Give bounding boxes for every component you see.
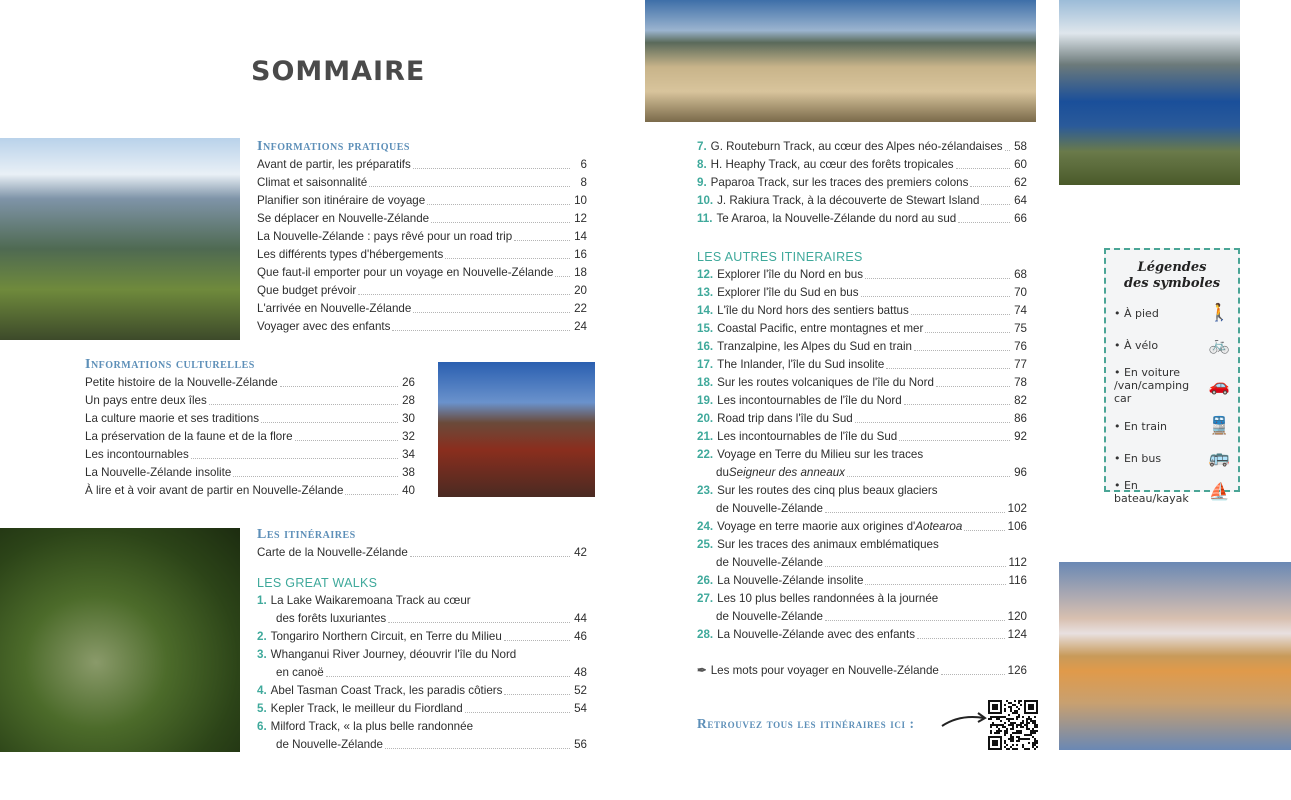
- entry-title-cont: de Nouvelle-Zélande: [716, 610, 823, 623]
- dotted-leader: [917, 638, 1005, 639]
- dotted-leader: [413, 168, 570, 169]
- toc-entry[interactable]: [85, 410, 415, 428]
- entry-page: 34: [402, 448, 415, 461]
- entry-page: 126: [1007, 664, 1027, 677]
- entry-title: Abel Tasman Coast Track, les paradis côtiers: [270, 684, 503, 697]
- entry-title: The Inlander, l'île du Sud insolite: [717, 358, 885, 371]
- dotted-leader: [413, 312, 570, 313]
- entry-page: 10: [574, 194, 587, 207]
- dotted-leader: [855, 422, 1010, 423]
- dotted-leader: [886, 368, 1010, 369]
- dotted-leader: [865, 584, 1005, 585]
- toc-entry[interactable]: [697, 536, 1027, 554]
- toc-entry-continued[interactable]: [257, 736, 587, 754]
- dotted-leader: [940, 602, 1024, 603]
- entry-number: 22.: [697, 448, 714, 461]
- photo-volcano: [438, 362, 595, 497]
- toc-entry-lexique[interactable]: [697, 662, 1027, 680]
- dotted-leader: [445, 258, 570, 259]
- entry-title-italic: Aotearoa: [915, 520, 963, 533]
- entry-number: 5.: [257, 702, 267, 715]
- toc-entry[interactable]: [697, 284, 1027, 302]
- entry-number: 2.: [257, 630, 267, 643]
- entry-number: 10.: [697, 194, 714, 207]
- entry-title: Tongariro Northern Circuit, en Terre du Milieu: [270, 630, 502, 643]
- legend-label: • En voiture /van/camping car: [1114, 366, 1190, 405]
- qr-code[interactable]: [988, 700, 1038, 750]
- entry-title: La préservation de la faune et de la flore: [85, 430, 293, 443]
- toc-entry[interactable]: [257, 300, 587, 318]
- entry-title-italic: Seigneur des anneaux: [728, 466, 845, 479]
- train-icon: 🚆: [1208, 416, 1230, 436]
- entry-title: Road trip dans l'île du Sud: [717, 412, 853, 425]
- entry-page: 70: [1014, 286, 1027, 299]
- dotted-leader: [388, 622, 570, 623]
- entry-page: 124: [1007, 628, 1027, 641]
- toc-entry[interactable]: [85, 374, 415, 392]
- page-title: SOMMAIRE: [251, 56, 426, 87]
- dotted-leader: [504, 694, 570, 695]
- entry-number: 9.: [697, 176, 707, 189]
- entry-page: 6: [580, 158, 587, 171]
- entry-number: 27.: [697, 592, 714, 605]
- dotted-leader: [936, 386, 1010, 387]
- entry-number: 17.: [697, 358, 714, 371]
- toc-entry[interactable]: [257, 544, 587, 562]
- entry-title: La Nouvelle-Zélande insolite: [717, 574, 864, 587]
- dotted-leader: [473, 604, 584, 605]
- entry-title: Les mots pour voyager en Nouvelle-Zélande: [710, 664, 939, 677]
- entry-page: 82: [1014, 394, 1027, 407]
- toc-entry[interactable]: [257, 628, 587, 646]
- entry-title: Sur les routes volcaniques de l'île du Nord: [717, 376, 934, 389]
- entry-title: Les incontournables de l'île du Nord: [717, 394, 902, 407]
- toc-entry[interactable]: [257, 718, 587, 736]
- entry-title: Les différents types d'hébergements: [257, 248, 444, 261]
- legend-label: • En bus: [1114, 451, 1162, 465]
- entry-page: 54: [574, 702, 587, 715]
- legend-item: [1114, 479, 1230, 505]
- toc-entry[interactable]: [85, 482, 415, 500]
- arrow-icon: [940, 708, 988, 732]
- entry-number: 25.: [697, 538, 714, 551]
- entry-title: Sur les routes des cinq plus beaux glaciers: [717, 484, 938, 497]
- entry-title-cont: du: [716, 466, 729, 479]
- qr-label: Retrouvez tous les itinéraires ici :: [697, 716, 915, 731]
- legend-item: [1114, 302, 1230, 324]
- toc-entry[interactable]: [85, 446, 415, 464]
- dotted-leader: [191, 458, 398, 459]
- legend-title-line1: Légendes: [1137, 260, 1207, 275]
- entry-title: Avant de partir, les préparatifs: [257, 158, 411, 171]
- entry-number: 20.: [697, 412, 714, 425]
- entry-number: 14.: [697, 304, 714, 317]
- dotted-leader: [825, 620, 1005, 621]
- entry-number: 4.: [257, 684, 267, 697]
- section-pratiques: [257, 138, 587, 336]
- entry-title: Tranzalpine, les Alpes du Sud en train: [717, 340, 912, 353]
- toc-entry[interactable]: [697, 156, 1027, 174]
- entry-page: 22: [574, 302, 587, 315]
- entry-page: 44: [574, 612, 587, 625]
- toc-entry[interactable]: [697, 410, 1027, 428]
- legend-item: [1114, 447, 1230, 469]
- dotted-leader: [410, 556, 570, 557]
- symbol-legend: [1104, 248, 1240, 505]
- toc-entry[interactable]: [697, 428, 1027, 446]
- entry-title: Milford Track, « la plus belle randonnée: [270, 720, 474, 733]
- photo-mountain-reflection: [1059, 562, 1291, 750]
- entry-title: Explorer l'île du Sud en bus: [717, 286, 859, 299]
- entry-page: 52: [574, 684, 587, 697]
- dotted-leader: [964, 530, 1004, 531]
- dotted-leader: [427, 204, 570, 205]
- entry-title: Sur les traces des animaux emblématiques: [717, 538, 939, 551]
- toc-entry[interactable]: [257, 174, 587, 192]
- entry-title: Petite histoire de la Nouvelle-Zélande: [85, 376, 278, 389]
- entry-title: Paparoa Track, sur les traces des premiers colons: [710, 176, 969, 189]
- entry-page: 32: [402, 430, 415, 443]
- entry-title: Que budget prévoir: [257, 284, 357, 297]
- entry-page: 116: [1008, 574, 1027, 587]
- toc-entry[interactable]: [85, 464, 415, 482]
- entry-title: Un pays entre deux îles: [85, 394, 207, 407]
- entry-title: L'arrivée en Nouvelle-Zélande: [257, 302, 412, 315]
- toc-entry[interactable]: [257, 156, 587, 174]
- dotted-leader: [555, 276, 570, 277]
- section-itineraires: [257, 526, 587, 754]
- dotted-leader: [326, 676, 570, 677]
- toc-entry[interactable]: [697, 626, 1027, 644]
- toc-entry[interactable]: [697, 174, 1027, 192]
- toc-entry[interactable]: [257, 192, 587, 210]
- entry-number: 23.: [697, 484, 714, 497]
- entry-title: Carte de la Nouvelle-Zélande: [257, 546, 408, 559]
- entry-title: J. Rakiura Track, à la découverte de Stewart Island: [717, 194, 980, 207]
- entry-page: 77: [1014, 358, 1027, 371]
- entry-number: 3.: [257, 648, 267, 661]
- photo-lake: [1059, 0, 1240, 185]
- entry-page: 48: [574, 666, 587, 679]
- entry-title: L'île du Nord hors des sentiers battus: [717, 304, 909, 317]
- entry-title-cont: en canoë: [276, 666, 324, 679]
- dotted-leader: [825, 566, 1006, 567]
- entry-title: Coastal Pacific, entre montagnes et mer: [717, 322, 924, 335]
- dotted-leader: [904, 404, 1010, 405]
- entry-number: 15.: [697, 322, 714, 335]
- toc-entry[interactable]: [257, 646, 587, 664]
- entry-title: H. Heaphy Track, au cœur des forêts tropicales: [710, 158, 954, 171]
- legend-item: [1114, 415, 1230, 437]
- entry-number: 8.: [697, 158, 707, 171]
- entry-page: 40: [402, 484, 415, 497]
- toc-entry[interactable]: [257, 246, 587, 264]
- entry-number: 1.: [257, 594, 267, 607]
- entry-title: Kepler Track, le meilleur du Fiordland: [270, 702, 463, 715]
- entry-page: 75: [1014, 322, 1027, 335]
- dotted-leader: [392, 330, 570, 331]
- legend-item: [1114, 366, 1230, 405]
- entry-page: 30: [402, 412, 415, 425]
- subsection-heading: LES GREAT WALKS: [257, 576, 378, 590]
- section-heading: Informations culturelles: [85, 357, 255, 372]
- entry-title: Voyage en terre maorie aux origines d': [717, 520, 916, 533]
- legend-label: • À vélo: [1114, 338, 1159, 352]
- toc-entry[interactable]: [257, 682, 587, 700]
- entry-title: Explorer l'île du Nord en bus: [717, 268, 864, 281]
- toc-entry[interactable]: [697, 338, 1027, 356]
- dotted-leader: [865, 278, 1010, 279]
- entry-page: 12: [574, 212, 587, 225]
- entry-page: 26: [402, 376, 415, 389]
- entry-number: 18.: [697, 376, 714, 389]
- dotted-leader: [475, 730, 584, 731]
- dotted-leader: [956, 168, 1010, 169]
- section-culturelles: [85, 356, 415, 500]
- entry-page: 38: [402, 466, 415, 479]
- entry-title: Les incontournables de l'île du Sud: [717, 430, 898, 443]
- toc-entry[interactable]: [257, 264, 587, 282]
- toc-entry[interactable]: [697, 482, 1027, 500]
- entry-page: 112: [1008, 556, 1027, 569]
- dotted-leader: [899, 440, 1010, 441]
- dotted-leader: [514, 240, 570, 241]
- entry-page: 62: [1014, 176, 1027, 189]
- dotted-leader: [914, 350, 1010, 351]
- dotted-leader: [825, 512, 1005, 513]
- entry-page: 102: [1007, 502, 1027, 515]
- toc-entry-continued[interactable]: [257, 610, 587, 628]
- entry-page: 56: [574, 738, 587, 751]
- entry-page: 106: [1007, 520, 1027, 533]
- dotted-leader: [981, 204, 1010, 205]
- dotted-leader: [518, 658, 584, 659]
- toc-entry[interactable]: [697, 572, 1027, 590]
- entry-page: 16: [574, 248, 587, 261]
- legend-item: [1114, 334, 1230, 356]
- toc-entry-continued[interactable]: [697, 554, 1027, 572]
- dotted-leader: [295, 440, 398, 441]
- entry-number: 24.: [697, 520, 714, 533]
- dotted-leader: [465, 712, 570, 713]
- entry-page: 8: [580, 176, 587, 189]
- entry-title-cont: de Nouvelle-Zélande: [716, 556, 823, 569]
- entry-page: 86: [1014, 412, 1027, 425]
- entry-title: La Lake Waikaremoana Track au cœur: [270, 594, 471, 607]
- entry-page: 42: [574, 546, 587, 559]
- dotted-leader: [385, 748, 570, 749]
- toc-entry[interactable]: [257, 700, 587, 718]
- dotted-leader: [925, 332, 1010, 333]
- entry-page: 18: [574, 266, 587, 279]
- section-heading: Les itinéraires: [257, 527, 356, 542]
- entry-title: Whanganui River Journey, déouvrir l'île du Nord: [270, 648, 517, 661]
- entry-page: 60: [1014, 158, 1027, 171]
- entry-title: La Nouvelle-Zélande : pays rêvé pour un road trip: [257, 230, 513, 243]
- entry-title: Voyage en Terre du Milieu sur les traces: [717, 448, 924, 461]
- toc-entry[interactable]: [697, 320, 1027, 338]
- toc-entry-continued[interactable]: [257, 664, 587, 682]
- legend-label: • En bateau/kayak: [1114, 479, 1189, 505]
- dotted-leader: [941, 548, 1024, 549]
- toc-entry[interactable]: [697, 302, 1027, 320]
- toc-entry[interactable]: [697, 446, 1027, 464]
- entry-title-cont: de Nouvelle-Zélande: [276, 738, 383, 751]
- legend-label: • À pied: [1114, 306, 1159, 320]
- entry-number: 28.: [697, 628, 714, 641]
- entry-number: 12.: [697, 268, 714, 281]
- toc-entry-continued[interactable]: [697, 608, 1027, 626]
- toc-entry-continued[interactable]: [697, 500, 1027, 518]
- dotted-leader: [861, 296, 1010, 297]
- entry-title: La Nouvelle-Zélande insolite: [85, 466, 232, 479]
- entry-title: Que faut-il emporter pour un voyage en Nouvelle-Zélande: [257, 266, 554, 279]
- entry-number: 16.: [697, 340, 714, 353]
- toc-entry[interactable]: [257, 592, 587, 610]
- subsection-heading: LES AUTRES ITINERAIRES: [697, 250, 863, 264]
- entry-title: Voyager avec des enfants: [257, 320, 391, 333]
- quill-icon: ✒: [697, 664, 707, 677]
- legend-title-line2: des symboles: [1123, 276, 1221, 291]
- toc-entry[interactable]: [85, 392, 415, 410]
- entry-title: G. Routeburn Track, au cœur des Alpes néo-zélandaises: [710, 140, 1003, 153]
- dotted-leader: [369, 186, 570, 187]
- photo-hiker-ridge: [0, 138, 240, 340]
- entry-page: 14: [574, 230, 587, 243]
- dotted-leader: [358, 294, 570, 295]
- entry-number: 21.: [697, 430, 714, 443]
- dotted-leader: [209, 404, 398, 405]
- bus-icon: 🚌: [1208, 448, 1230, 468]
- entry-page: 28: [402, 394, 415, 407]
- toc-entry[interactable]: [257, 210, 587, 228]
- dotted-leader: [233, 476, 398, 477]
- dotted-leader: [345, 494, 398, 495]
- toc-entry[interactable]: [257, 282, 587, 300]
- toc-entry[interactable]: [697, 192, 1027, 210]
- entry-title-cont: de Nouvelle-Zélande: [716, 502, 823, 515]
- legend-title: [1114, 260, 1230, 292]
- dotted-leader: [970, 186, 1010, 187]
- car-icon: 🚗: [1208, 375, 1230, 396]
- entry-title: Climat et saisonnalité: [257, 176, 368, 189]
- entry-number: 19.: [697, 394, 714, 407]
- toc-entry[interactable]: [697, 210, 1027, 228]
- entry-page: 120: [1007, 610, 1027, 623]
- entry-number: 7.: [697, 140, 707, 153]
- entry-page: 66: [1014, 212, 1027, 225]
- entry-title: Te Araroa, la Nouvelle-Zélande du nord au sud: [716, 212, 957, 225]
- dotted-leader: [261, 422, 398, 423]
- dotted-leader: [431, 222, 570, 223]
- toc-entry[interactable]: [697, 518, 1027, 536]
- entry-title: Se déplacer en Nouvelle-Zélande: [257, 212, 430, 225]
- toc-entry-continued[interactable]: [697, 464, 1027, 482]
- dotted-leader: [280, 386, 398, 387]
- bicycle-icon: 🚲: [1208, 335, 1230, 355]
- toc-entry[interactable]: [85, 428, 415, 446]
- toc-entry[interactable]: [697, 374, 1027, 392]
- entry-number: 13.: [697, 286, 714, 299]
- entry-title-cont: des forêts luxuriantes: [276, 612, 387, 625]
- dotted-leader: [504, 640, 570, 641]
- entry-number: 6.: [257, 720, 267, 733]
- dotted-leader: [847, 476, 1010, 477]
- toc-entry[interactable]: [697, 392, 1027, 410]
- toc-entry[interactable]: [697, 138, 1027, 156]
- entry-page: 24: [574, 320, 587, 333]
- photo-dunes: [645, 0, 1036, 122]
- dotted-leader: [1005, 150, 1010, 151]
- entry-page: 68: [1014, 268, 1027, 281]
- section-great-walks-continued: [697, 138, 1027, 680]
- entry-title: Planifier son itinéraire de voyage: [257, 194, 426, 207]
- photo-forest-bridge: [0, 528, 240, 752]
- dotted-leader: [940, 494, 1024, 495]
- section-heading: Informations pratiques: [257, 139, 410, 154]
- legend-label: • En train: [1114, 419, 1168, 433]
- dotted-leader: [958, 222, 1010, 223]
- entry-title: La Nouvelle-Zélande avec des enfants: [717, 628, 915, 641]
- entry-page: 58: [1014, 140, 1027, 153]
- dotted-leader: [941, 674, 1005, 675]
- entry-page: 96: [1014, 466, 1027, 479]
- entry-title: La culture maorie et ses traditions: [85, 412, 259, 425]
- entry-page: 76: [1014, 340, 1027, 353]
- dotted-leader: [925, 458, 1024, 459]
- toc-entry[interactable]: [697, 266, 1027, 284]
- entry-page: 92: [1014, 430, 1027, 443]
- entry-page: 46: [574, 630, 587, 643]
- entry-page: 20: [574, 284, 587, 297]
- entry-number: 11.: [697, 212, 713, 225]
- walker-icon: 🚶: [1208, 303, 1230, 323]
- toc-entry[interactable]: [257, 318, 587, 336]
- entry-number: 26.: [697, 574, 714, 587]
- entry-page: 78: [1014, 376, 1027, 389]
- entry-page: 64: [1014, 194, 1027, 207]
- entry-title: Les 10 plus belles randonnées à la journée: [717, 592, 939, 605]
- toc-entry[interactable]: [257, 228, 587, 246]
- sailboat-icon: ⛵: [1208, 482, 1230, 502]
- toc-entry[interactable]: [697, 590, 1027, 608]
- dotted-leader: [911, 314, 1010, 315]
- entry-title: À lire et à voir avant de partir en Nouvelle-Zélande: [85, 484, 344, 497]
- toc-entry[interactable]: [697, 356, 1027, 374]
- entry-title: Les incontournables: [85, 448, 189, 461]
- entry-page: 74: [1014, 304, 1027, 317]
